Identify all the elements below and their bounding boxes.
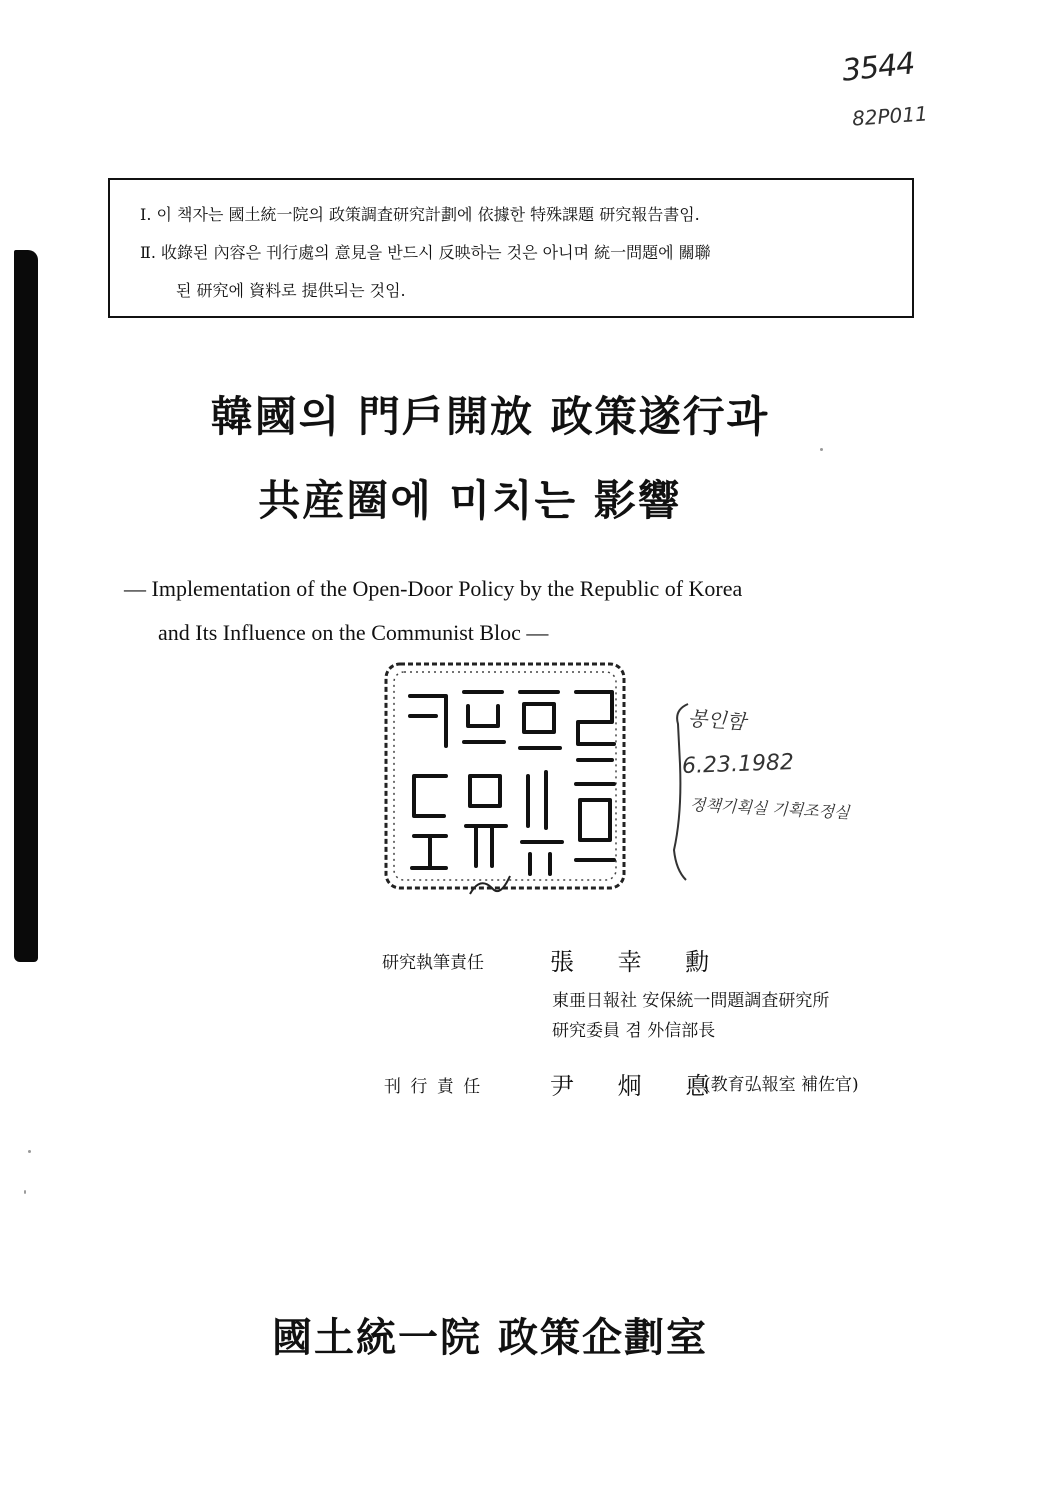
- margin-note-line-2: 6.23.1982: [681, 750, 795, 779]
- author-affiliation-2: 研究委員 겸 外信部長: [552, 1021, 716, 1041]
- scan-edge-artifact: [14, 250, 38, 962]
- scan-speck: [820, 448, 823, 451]
- scan-speck: [24, 1190, 26, 1194]
- publisher-title: (教育弘報室 補佐官): [704, 1075, 859, 1095]
- subtitle-line-2: and Its Influence on the Communist Bloc —: [158, 620, 549, 645]
- margin-note-line-1: 봉인함: [687, 706, 747, 734]
- margin-note-line-3: 정책기획실 기획조정실: [689, 794, 850, 823]
- notice-line-2-continued: 된 研究에 資料로 提供되는 것임.: [176, 281, 406, 300]
- publisher-footer: 國土統一院 政策企劃室: [272, 1314, 708, 1361]
- notice-box: [108, 178, 914, 318]
- handwritten-margin-note: [666, 700, 926, 890]
- official-seal-stamp: [380, 656, 630, 896]
- author-name: 張 幸 勳: [550, 948, 728, 976]
- title-line-1: 韓國의 門戶開放 政策遂行과: [210, 392, 770, 441]
- publisher-name: 尹 炯 悳: [550, 1072, 728, 1100]
- handwritten-accession-number: 3544: [840, 46, 916, 89]
- notice-line-2: Ⅱ. 收錄된 內容은 刊行處의 意見을 반드시 反映하는 것은 아니며 統一問題에 關聯: [140, 243, 711, 262]
- notice-line-1: Ⅰ. 이 책자는 國土統一院의 政策調査研究計劃에 依據한 特殊課題 研究報告書임.: [140, 205, 700, 224]
- subtitle-line-1: — Implementation of the Open-Door Policy by the Republic of Korea: [124, 576, 743, 601]
- scan-speck: [28, 1150, 31, 1153]
- publisher-role: 刊 行 責 任: [384, 1077, 483, 1097]
- title-line-2: 共産圈에 미치는 影響: [258, 476, 682, 525]
- handwritten-accession-sub: 82P011: [851, 101, 929, 131]
- author-affiliation-1: 東亜日報社 安保統一問題調査研究所: [552, 991, 830, 1011]
- author-role: 研究執筆責任: [382, 953, 484, 973]
